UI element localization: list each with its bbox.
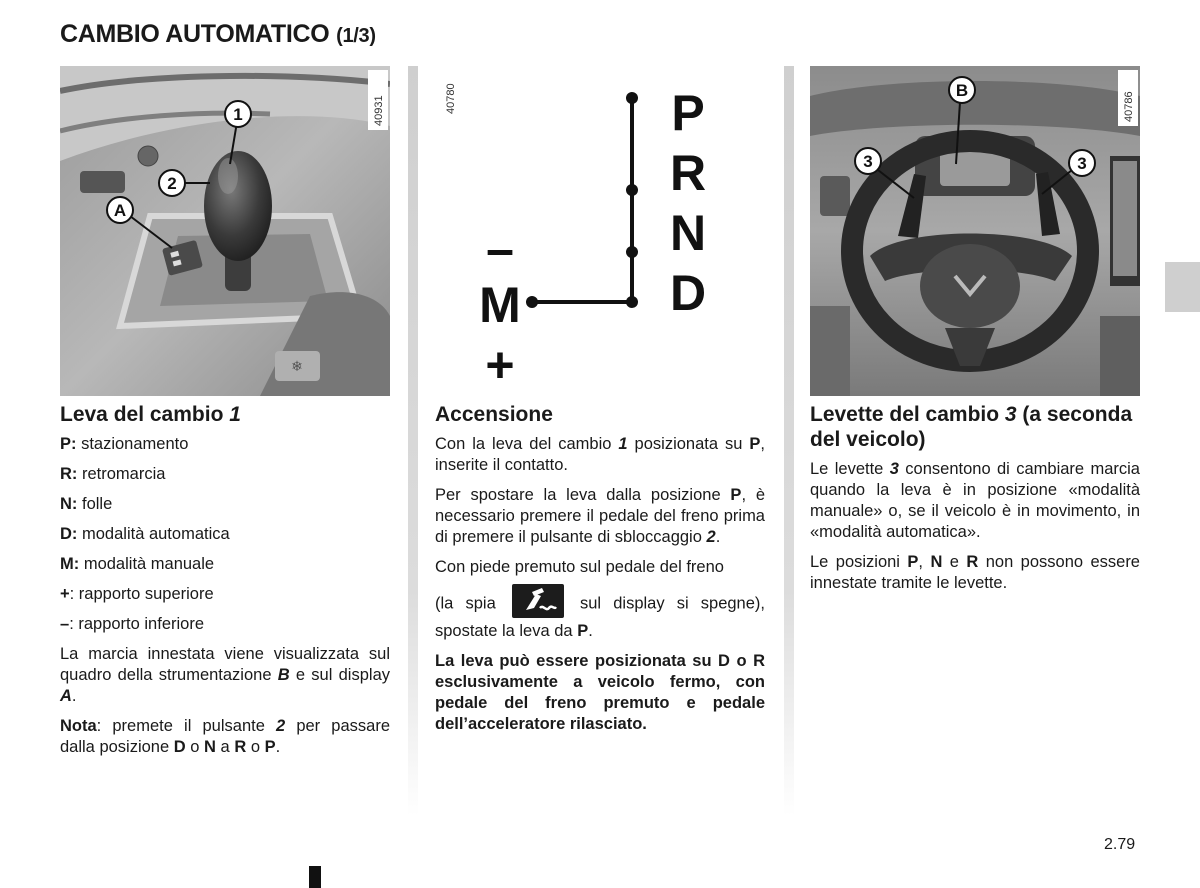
list-item: +: rapporto superiore	[60, 585, 214, 603]
callout-A: A	[113, 201, 127, 220]
page-title	[60, 20, 376, 49]
brake-pedal-warning-icon	[512, 584, 564, 618]
position-plus: +	[485, 337, 515, 393]
position-R: R	[669, 145, 707, 201]
position-P: P	[671, 85, 705, 141]
paragraph: Per spostare la leva dalla posizione P, è necessario premere il pedale del freno prima di premere il pulsante di sbloccaggio 2.	[435, 486, 765, 546]
position-minus: –	[486, 221, 514, 277]
column-separator	[784, 66, 794, 816]
image-code: 40931	[373, 95, 385, 126]
section-heading: Levette del cambio 3 (a seconda del veicolo)	[810, 403, 1133, 451]
column-separator	[408, 66, 418, 816]
position-list	[60, 434, 390, 635]
page-title-suffix: (1/3)	[336, 25, 376, 47]
paragraph: Con piede premuto sul pedale del freno	[435, 558, 724, 576]
page-number: 2.79	[1104, 836, 1136, 853]
paragraph: (la spia sul display si spegne), spostate la leva da P.	[435, 587, 765, 642]
callout-2: 2	[167, 174, 177, 193]
crop-mark	[309, 866, 321, 888]
column-gear-lever	[60, 402, 390, 767]
section-tab	[1165, 262, 1200, 312]
position-M: M	[479, 277, 521, 333]
paragraph: La marcia innestata viene visualizzata sul quadro della strumentazione B e sul display A.	[60, 645, 390, 705]
image-code: 40780	[445, 83, 457, 114]
callout-3-right: 3	[1077, 154, 1087, 173]
gear-diagram	[434, 66, 764, 396]
list-item: N: folle	[60, 495, 113, 513]
callout-1: 1	[233, 105, 243, 124]
warning-paragraph: La leva può essere posizionata su D o R esclusivamente a veicolo fermo, con pedale del freno premuto e pedale dell’acceleratore rilasciato.	[435, 652, 765, 733]
list-item: P: stazionamento	[60, 435, 189, 453]
paragraph: Le posizioni P, N e R non possono essere innestate tramite le levette.	[810, 553, 1140, 592]
list-item: R: retromarcia	[60, 465, 166, 483]
position-N: N	[669, 205, 707, 261]
column-ignition	[435, 402, 765, 744]
page-title-text: CAMBIO AUTOMATICO	[60, 20, 330, 48]
column-paddles	[810, 402, 1140, 603]
image-code: 40786	[1123, 91, 1135, 122]
callout-3-left: 3	[863, 152, 873, 171]
list-item: D: modalità automatica	[60, 525, 230, 543]
steering-wheel-photo	[810, 66, 1140, 396]
svg-text:❄: ❄	[291, 358, 303, 374]
callout-B: B	[955, 81, 969, 100]
section-heading: Leva del cambio 1	[60, 403, 241, 426]
paragraph: Le levette 3 consentono di cambiare marcia quando la leva è in posizione «modalità manuale» o, se il veicolo è in movimento, in «modalità automatica».	[810, 460, 1140, 541]
section-heading: Accensione	[435, 403, 553, 426]
position-D: D	[669, 265, 707, 321]
list-item: –: rapporto inferiore	[60, 615, 205, 633]
note-paragraph: Nota: premete il pulsante 2 per passare dalla posizione D o N a R o P.	[60, 717, 391, 756]
gear-lever-photo	[60, 66, 390, 396]
paragraph: Con la leva del cambio 1 posizionata su P, inserite il contatto.	[435, 435, 765, 474]
list-item: M: modalità manuale	[60, 555, 215, 573]
